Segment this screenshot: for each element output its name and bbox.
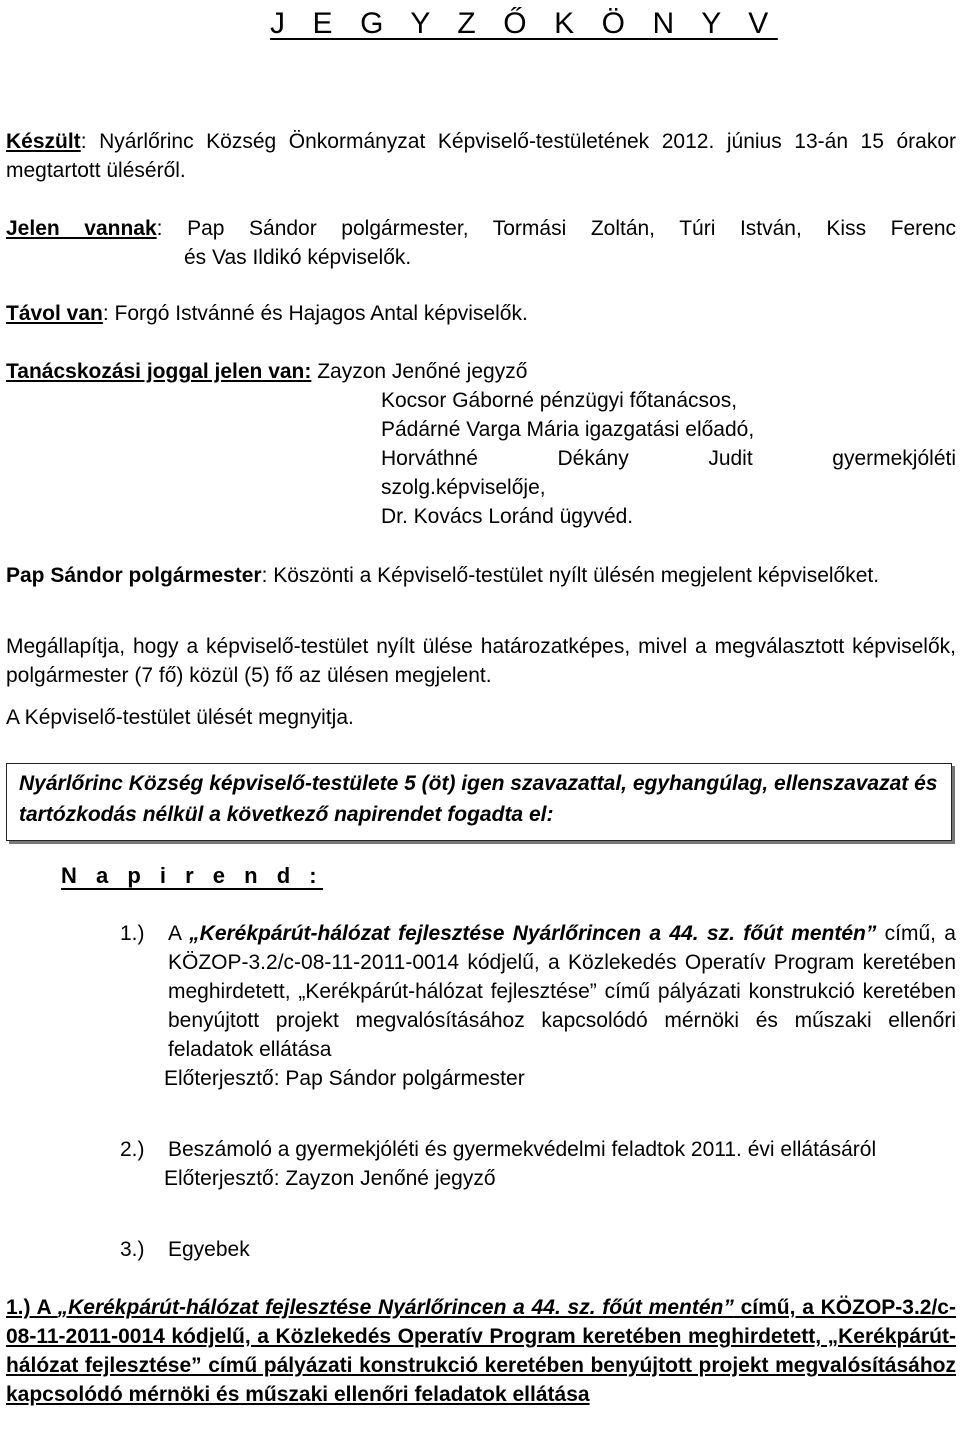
pap-label: Pap Sándor polgármester [6,564,262,587]
section-heading-prefix: 1.) A [6,1296,58,1319]
megallapitja-paragraph: Megállapítja, hogy a képviselő-testület nyílt ülése határozatképes, mivel a megválasztott képviselők, polgármester (7 fő) közül (5) fő az ülésen megjelent. [6,635,956,687]
tanacskozasi-line: Pádárné Varga Mária igazgatási előadó, [381,418,755,441]
jelen-line2: és Vas Ildikó képviselők. [184,246,412,269]
tanacskozasi-line: szolg.képviselője, [381,476,546,499]
agenda-item [120,1135,956,1193]
keszult-paragraph [6,127,956,185]
tanacskozasi-paragraph [6,357,956,531]
tanacskozasi-first: Zayzon Jenőné jegyző [317,360,528,383]
agenda-item-number: 2.) [120,1138,145,1161]
agenda-item-text: Beszámoló a gyermekjóléti és gyermekvédelmi feladtok 2011. évi ellátásáról [168,1138,877,1161]
tanacskozasi-line: Kocsor Gáborné pénzügyi főtanácsos, [381,389,738,412]
section-heading-text: című, a KÖZOP-3.2/c-08-11-2011-0014 kódjelű, a Közlekedés Operatív Program keretében meghirdetett, „Kerékpárút-hálózat fejlesztése” című pályázati konstrukció keretében benyújtott projekt megvalósításához kapcsolódó mérnöki és műszaki ellenőri feladatok ellátása [6,1296,956,1406]
tavol-text: : Forgó Istvánné és Hajagos Antal képviselők. [102,302,528,325]
tanacskozasi-line: Dr. Kovács Loránd ügyvéd. [381,505,634,528]
jelen-paragraph [6,214,956,272]
agenda-item-number: 1.) [120,922,145,945]
agenda-item-title: „Kerékpárút-hálózat fejlesztése Nyárlőrincen a 44. sz. főút mentén” [189,922,877,945]
tanacskozasi-label: Tanácskozási joggal jelen van: [6,360,312,383]
keszult-label: Készült [6,130,81,153]
napirend-heading: N a p i r e n d : [61,863,324,888]
pap-paragraph [6,561,956,590]
agenda-item-text: Egyebek [168,1238,250,1261]
jelen-line1: : Pap Sándor polgármester, Tormási Zoltán, Túri István, Kiss Ferenc [156,217,957,240]
section-heading [6,1293,956,1409]
agenda-item [120,919,956,1093]
keszult-text: : Nyárlőrinc Község Önkormányzat Képviselő-testületének 2012. június 13-án 15 órakor megtartott üléséről. [6,130,956,182]
agenda-item-presenter: Előterjesztő: Zayzon Jenőné jegyző [164,1167,496,1190]
agenda-item [120,1235,956,1264]
resolution-box: Nyárlőrinc Község képviselő-testülete 5 (öt) igen szavazattal, egyhangúlag, ellenszavazat és tartózkodás nélkül a következő napirendet fogadta el: [6,763,952,841]
jelen-label: Jelen vannak [6,217,157,240]
agenda-item-text: című, a KÖZOP-3.2/c-08-11-2011-0014 kódjelű, a Közlekedés Operatív Program keretében meghirdetett, „Kerékpárút-hálózat fejlesztése” című pályázati konstrukció keretében benyújtott projekt megvalósításához kapcsolódó mérnöki és műszaki ellenőri feladatok ellátása [168,922,956,1061]
tavol-paragraph [6,299,956,328]
agenda-item-prefix: A [168,922,190,945]
section-heading-title: „Kerékpárút-hálózat fejlesztése Nyárlőrincen a 44. sz. főút mentén” [57,1296,734,1319]
megnyitja-paragraph: A Képviselő-testület ülését megnyitja. [6,706,354,729]
pap-text: : Köszönti a Képviselő-testület nyílt ülésén megjelent képviselőket. [261,564,880,587]
agenda-item-number: 3.) [120,1238,145,1261]
tavol-label: Távol van [6,302,103,325]
tanacskozasi-line: Horváthné Dékány Judit gyermekjóléti [381,447,956,470]
agenda-item-presenter: Előterjesztő: Pap Sándor polgármester [164,1067,525,1090]
document-title: J E G Y Z Ő K Ö N Y V [270,7,778,40]
